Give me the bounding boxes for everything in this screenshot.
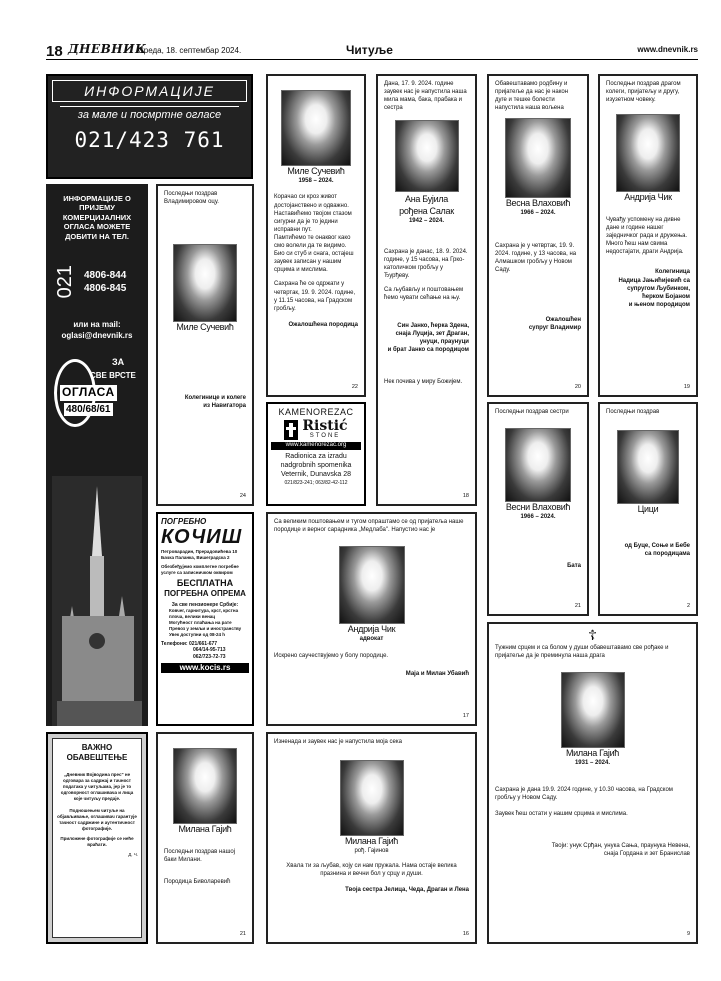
obit-21-milana — [156, 732, 254, 944]
obit-name: Весна Влаховић — [505, 198, 571, 209]
ad-phones — [52, 265, 142, 298]
obit-years: 1931 – 2024. — [574, 759, 611, 766]
ad-info-block — [46, 74, 253, 179]
ad-fax: 480/68/61 — [66, 404, 111, 416]
obit-24 — [156, 184, 254, 506]
portrait-photo — [616, 114, 680, 192]
obit-16 — [266, 732, 477, 944]
kamen-web[interactable]: www.kamenorezac.org — [271, 442, 361, 450]
kamen-tel: 021/823-241; 063/82-42-112 — [284, 479, 348, 486]
kocis-top: ПОГРЕБНО — [161, 517, 207, 526]
obit-name: Милана Гајић — [344, 836, 399, 847]
obit-name: Андрија Чик — [347, 624, 396, 635]
sig-line: Ожалошћен — [545, 317, 581, 324]
obit-name: Миле Сучевић — [176, 322, 234, 333]
obit-text-1: Последњи поздрав нашој баки Милани. — [164, 848, 236, 863]
page-header — [46, 38, 698, 60]
obit-number: 18 — [462, 492, 469, 499]
obit-19 — [598, 74, 698, 397]
obit-text-3: Нек почива у миру Божијем. — [384, 379, 463, 386]
kocis-line-1: Обезбеђујемо комплетне погребне услуге са записничком оквиром — [161, 564, 239, 575]
obit-text-1: Корачао си кроз живот достојанствено и одважно. Наставићемо твојом стазом сигурни да је то једини исправни пут. — [274, 194, 352, 233]
ad-info-subtitle: за мале и посмртне огласе — [60, 106, 239, 121]
portrait-photo — [340, 760, 404, 836]
obit-years: 1966 – 2024. — [520, 513, 556, 520]
sig-line: из Навигатора — [203, 402, 246, 409]
obit-maiden-name: рођ. Гајинов — [354, 847, 389, 854]
ad-prefix: 021 — [54, 264, 76, 299]
website[interactable]: www.dnevnik.rs — [637, 45, 698, 54]
cathedral-image — [52, 476, 142, 726]
sig-line: са породицама — [644, 550, 690, 557]
portrait-photo — [339, 546, 405, 624]
kamen-stone: STONE — [309, 432, 341, 439]
obit-intro: Изненада и заувек нас је напустила моја сека — [274, 739, 402, 745]
ad-commercial-heading: ИНФОРМАЦИЈЕ О ПРИЈЕМУ КОМЕРЦИЈАЛНИХ ОГЛАСА МОЖЕТЕ ДОБИТИ НА ТЕЛ. — [62, 194, 132, 241]
obit-years: 1942 – 2024. — [408, 217, 445, 224]
obit-number: 16 — [462, 930, 469, 937]
obit-signature — [495, 316, 581, 332]
obit-text-1: Сахрана је данас, 18. 9. 2024. године, у 15 часова, на Грко-католичком гробљу у Ђурђеву. — [384, 248, 468, 279]
page-number: 18 — [46, 43, 63, 60]
ad-info-title: ИНФОРМАЦИЈЕ — [52, 80, 247, 102]
obit-number: 9 — [686, 930, 690, 937]
kocis-phones — [161, 641, 249, 661]
kamen-l1: Radionica za izradu — [285, 453, 347, 461]
kamen-logo-icon — [284, 420, 298, 440]
ad-badge — [52, 355, 142, 435]
portrait-photo — [617, 430, 679, 504]
notice-p3: Приложене фотографије се неће враћати. — [60, 836, 134, 848]
obit-text-1: Сахрана је у четвртак, 19. 9. 2024. године, у 13 часова, на Алмашком гробљу у Новом Саду. — [495, 242, 577, 274]
obit-intro: Последњи поздрав — [606, 409, 660, 415]
obit-name: Милана Гајић — [565, 748, 620, 759]
kamen-brand — [271, 419, 361, 441]
sig-line: унуци, праунуци — [419, 339, 469, 346]
ad-oglasa: ОГЛАСА — [62, 385, 115, 400]
obit-number: 2 — [686, 602, 690, 609]
obit-text-1: Сахрана је дана 19.9. 2024 године, у 10.30 часова, на Градском гробљу у Новом Саду. — [495, 786, 673, 801]
obit-9 — [487, 622, 698, 944]
kamen-l2: nadgrobnih spomenika — [280, 462, 352, 470]
obit-intro: Последњи поздрав драгом колеги, пријатељу и другу, изузетном човеку. — [606, 81, 681, 104]
kocis-line-3: ПОГРЕБНА ОПРЕМА — [164, 589, 246, 599]
obit-intro: Тужним срцем и са болом у души обавештавамо све рођаке и пријатеље да је преминула наша драга — [495, 645, 669, 660]
obit-signature: Ожалошћена породица — [288, 321, 358, 328]
kamen-title: KAMENOREZAC — [278, 407, 354, 417]
kocis-addr-1: Петроварадин, Прерадовићева 10 — [161, 549, 238, 555]
ad-phone-2: 4806-845 — [84, 282, 127, 294]
ad-sve-vrste: СВЕ ВРСТЕ — [90, 371, 136, 381]
sig-line: од Буце, Соње и Бебе — [624, 542, 690, 549]
sig-line: ћерком Бојаном — [642, 293, 690, 300]
obit-20 — [487, 74, 589, 397]
ad-mail[interactable]: oglasi@dnevnik.rs — [61, 330, 133, 340]
obit-21-vesna — [487, 402, 589, 616]
sig-line: Колегинице и колеге — [184, 394, 246, 401]
obit-signature — [384, 322, 469, 354]
portrait-photo — [505, 428, 571, 502]
kamen-l3: Veternik, Dunavska 28 — [280, 471, 352, 479]
obit-signature — [164, 394, 246, 410]
kocis-line-8: Увек доступни од 08-24 h — [169, 631, 225, 637]
obit-text-1: Чувађу успомену на дивне дане и године нашег заједничког рада и дружења. Много ћеш нам свима недостајати, драги Андрија. — [606, 216, 688, 256]
portrait-photo — [561, 672, 625, 748]
obit-text-2: Заувек ћеш остати у нашим срцима и мислима. — [495, 810, 628, 817]
section-title: Читуље — [346, 43, 393, 57]
obit-17 — [266, 512, 477, 726]
issue-date: Среда, 18. септембар 2024. — [138, 46, 242, 55]
obit-text-1: Хвала ти за љубав, коју си нам пружала. Нама остаје велика празнина и вечни бол у срцу и души. — [286, 862, 457, 877]
kocis-web[interactable]: www.kocis.rs — [161, 663, 249, 673]
obit-number: 20 — [574, 383, 581, 390]
notice-title-1: ВАЖНО — [81, 743, 113, 752]
portrait-photo — [173, 748, 237, 824]
ad-kamenorezac — [266, 402, 366, 506]
kocis-line-2: БЕСПЛАТНА — [176, 577, 234, 588]
cross-icon: ☦ — [587, 627, 598, 643]
kocis-line-4: За све пензионере Србије: — [171, 601, 239, 608]
kocis-line-7: Превоз у земљи и иностранству — [169, 625, 242, 631]
kocis-tel-3: 062/723-72-73 — [193, 653, 226, 660]
kocis-tel-label: Телефони: — [161, 640, 188, 647]
obit-years: 1966 – 2024. — [520, 210, 556, 217]
kamen-name: Ristić — [302, 417, 348, 434]
obit-2 — [598, 402, 698, 616]
obit-text-3: Сахрана ће се одржати у четвртак, 19. 9. 2024. године, у 11.15 часова, на Градском гробљу. — [274, 281, 356, 312]
obit-number: 17 — [462, 712, 469, 719]
obit-text-2: Са љубављу и поштовањем ћемо чувати сећање на њу. — [384, 286, 464, 302]
obit-signature: Породица Биволаревић — [164, 878, 231, 885]
obit-18 — [376, 74, 477, 506]
sig-line: Твоји: унук Срђан, унука Сања, праунука Невена, — [551, 842, 690, 849]
portrait-photo — [395, 120, 459, 192]
obit-years: 1958 – 2024. — [298, 177, 334, 184]
kocis-line-5: Ковчег, гарнитура, крст, крстна плоча, велики венац — [169, 608, 239, 620]
ad-info-phone: 021/423 761 — [74, 128, 225, 153]
sig-line: супругом Љубинком, — [627, 285, 690, 292]
obit-name: Милана Гајић — [178, 824, 232, 834]
obit-name: Миле Сучевић — [287, 166, 345, 176]
ad-za: ЗА — [112, 357, 125, 368]
kocis-line-6: Могућност плаћања на рате — [169, 620, 232, 626]
obit-role: адвокат — [359, 635, 384, 642]
kocis-name: КОЧИШ — [161, 526, 243, 549]
obit-intro: Са великим поштовањем и тугом опраштамо се од пријатеља наше породице и верног сарадника „Медлаба". Напустио нас је — [274, 519, 464, 534]
obit-number: 21 — [239, 930, 246, 937]
ad-commercial-block — [46, 184, 148, 726]
newspaper-logo: ДНЕВНИК — [68, 42, 147, 56]
notice-p2: Подношењем читуље на објављивање, оглашивач гарантује тачност садржине и аутентичност фотографије. — [57, 808, 137, 832]
notice-title-2: ОБАВЕШТЕЊЕ — [66, 753, 128, 763]
obit-number: 24 — [239, 492, 246, 499]
obit-maiden-name: рођена Салак — [399, 206, 454, 217]
obit-text-1: Искрено саучествујемо у болу породице. — [274, 652, 389, 659]
obit-name: Андрија Чик — [624, 192, 672, 203]
obit-name: Весни Влаховић — [505, 502, 571, 513]
obit-intro: Обавештавамо родбину и пријатеље да нас је након дуге и тешке болести напустила наша вољена — [495, 81, 569, 112]
obit-signature: Твоја сестра Јелица, Чеда, Драган и Лена — [345, 886, 469, 893]
sig-line: и брат Јанко са породицом — [387, 347, 469, 354]
important-notice — [46, 732, 148, 944]
obit-signature — [606, 268, 690, 308]
sig-line: снаја Гордана и зет Бранислав — [603, 851, 690, 858]
obit-name: Ана Бујила — [405, 194, 448, 205]
obit-signature: Бата — [567, 562, 581, 569]
notice-author: Д. Ч. — [128, 852, 138, 858]
ad-phone-1: 4806-844 — [84, 269, 127, 281]
obit-intro: Последњи поздрав сестри — [495, 409, 569, 415]
portrait-photo — [281, 90, 351, 166]
obit-number: 22 — [351, 383, 358, 390]
sig-line: Колегиница — [655, 269, 690, 276]
obit-signature: Маја и Милан Убавић — [405, 670, 469, 677]
obit-text-2: Памтићемо те онаквог како смо волели да те видимо. Био си стуб и снага, остајеш заувек записан у нашим срцима и мислима. — [274, 234, 354, 274]
ad-kocis — [156, 512, 254, 726]
portrait-photo — [173, 244, 237, 322]
kocis-tel-2: 064/14-95-713 — [193, 647, 226, 654]
portrait-photo — [505, 118, 571, 198]
obit-22 — [266, 74, 366, 397]
kocis-tel-1: 021/661-677 — [189, 640, 218, 647]
sig-line: Син Јанко, ћерка Здена, — [397, 323, 469, 330]
obit-intro: Дана, 17. 9. 2024. године заувек нас је напустила наша мила мама, бака, прабака и сестра — [384, 81, 467, 112]
obit-number: 21 — [574, 602, 581, 609]
kocis-addr-2: Бачка Паланка, Вишеградска 2 — [161, 555, 230, 561]
sig-line: снаја Луција, зет Драган, — [395, 331, 469, 338]
obit-name: Цици — [637, 504, 659, 515]
obit-intro: Последњи поздрав Владимировом оцу. — [164, 191, 219, 206]
obit-number: 19 — [683, 383, 690, 390]
ad-mail-label: или на mail: — [73, 320, 121, 330]
sig-line: Надица Јањићијевић са — [618, 277, 690, 284]
sig-line: и њеном породицом — [628, 301, 690, 308]
obit-signature — [495, 842, 690, 858]
sig-line: супруг Владимир — [528, 325, 581, 332]
obit-signature — [606, 542, 690, 558]
notice-p1: „Дневник Војводина прес" не одговара за садржај и тачност података у читуљама, јер је то одговорност оглашивача и лица које читуљу предаје. — [60, 771, 134, 802]
